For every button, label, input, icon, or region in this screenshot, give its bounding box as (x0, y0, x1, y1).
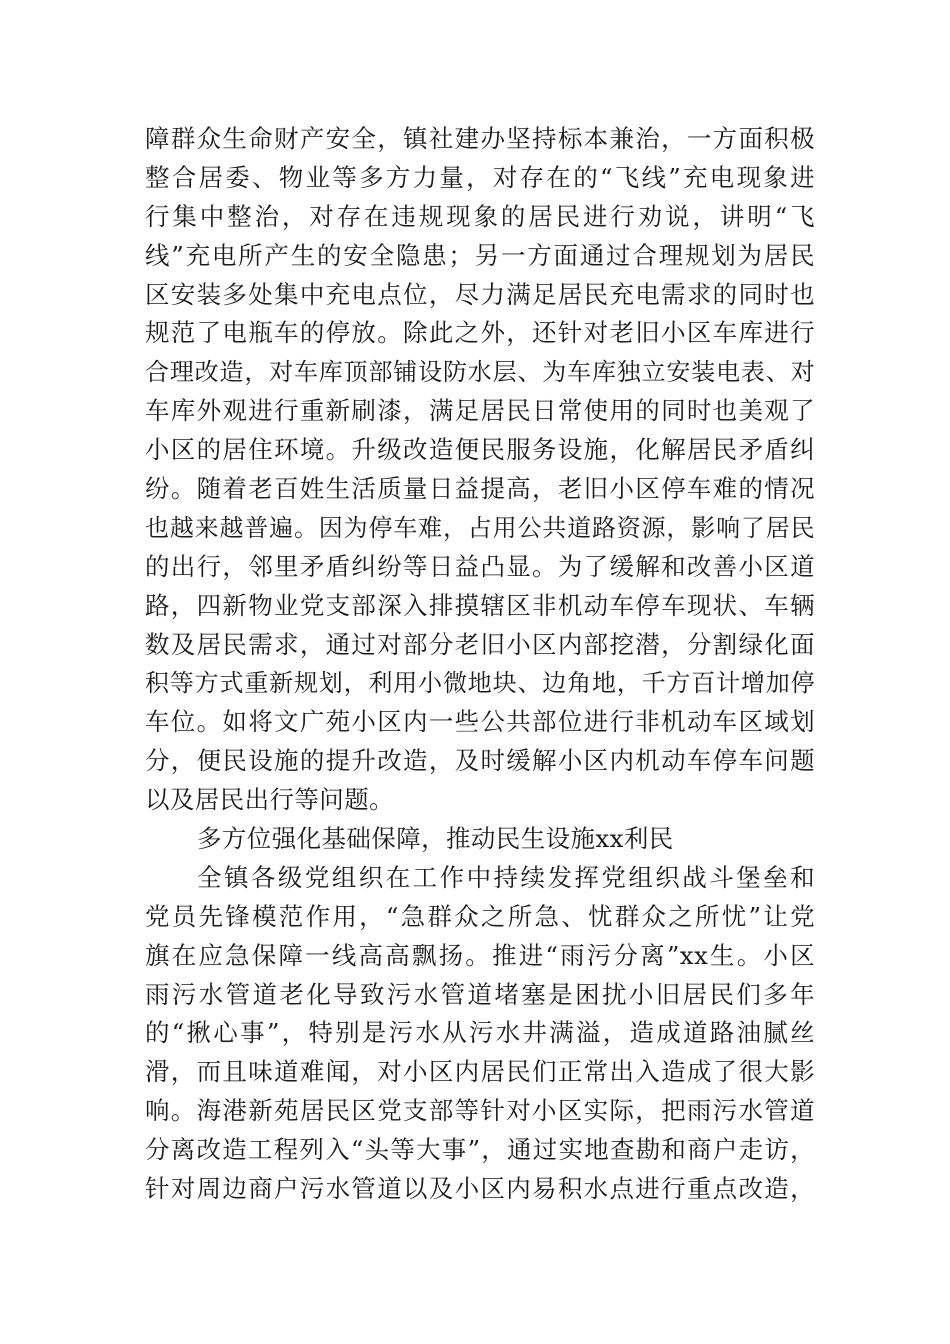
text-line: 合理改造，对车库顶部铺设防水层、为车库独立安装电表、对 (145, 358, 815, 387)
text-line: 积等方式重新规划，利用小微地块、边角地，千方百计增加停 (145, 669, 815, 698)
text-line: 滑，而且味道难闻，对小区内居民们正常出入造成了很大影 (145, 1057, 815, 1087)
text-line: 路，四新物业党支部深入排摸辖区非机动车停车现状、车辆 (145, 590, 815, 620)
text-line: 行集中整治，对存在违规现象的居民进行劝说，讲明“飞 (145, 201, 815, 231)
text-line: 数及居民需求，通过对部分老旧小区内部挖潜，分割绿化面 (145, 629, 815, 659)
document-body (145, 120, 815, 1209)
text-line: 分，便民设施的提升改造，及时缓解小区内机动车停车问题 (145, 746, 815, 776)
text-line: 纷。随着老百姓生活质量日益提高，老旧小区停车难的情况 (145, 474, 815, 504)
text-line: 针对周边商户污水管道以及小区内易积水点进行重点改造， (145, 1174, 815, 1204)
text-line: 响。海港新苑居民区党支部等针对小区实际，把雨污水管道 (145, 1096, 815, 1126)
text-line: 小区的居住环境。升级改造便民服务设施，化解居民矛盾纠 (145, 435, 815, 465)
text-line: 的“揪心事”，特别是污水从污水井满溢，造成道路油腻丝 (145, 1018, 815, 1048)
paragraph-first-line: 全镇各级党组织在工作中持续发挥党组织战斗堡垒和 (197, 862, 815, 892)
text-line: 分离改造工程列入“头等大事”，通过实地查勘和商户走访， (145, 1135, 815, 1165)
text-line: 雨污水管道老化导致污水管道堵塞是困扰小旧居民们多年 (145, 979, 815, 1009)
text-line: 线”充电所产生的安全隐患；另一方面通过合理规划为居民 (145, 240, 815, 270)
text-line: 区安装多处集中充电点位，尽力满足居民充电需求的同时也 (145, 279, 815, 309)
text-line: 旗在应急保障一线高高飘扬。推进“雨污分离”xx生。小区 (145, 940, 815, 970)
section-heading: 多方位强化基础保障，推动民生设施xx利民 (197, 824, 674, 854)
text-line: 车库外观进行重新刷漆，满足居民日常使用的同时也美观了 (145, 396, 815, 426)
paragraph-end-line: 以及居民出行等问题。 (145, 785, 394, 815)
text-line: 党员先锋模范作用，“急群众之所急、忧群众之所忧”让党 (145, 901, 815, 931)
text-line: 规范了电瓶车的停放。除此之外，还针对老旧小区车库进行 (145, 318, 815, 348)
text-line: 车位。如将文广苑小区内一些公共部位进行非机动车区域划 (145, 707, 815, 737)
text-line: 的出行，邻里矛盾纠纷等日益凸显。为了缓解和改善小区道 (145, 551, 815, 581)
text-line: 也越来越普遍。因为停车难，占用公共道路资源，影响了居民 (145, 513, 815, 542)
text-line: 障群众生命财产安全，镇社建办坚持标本兼治，一方面积极 (145, 124, 815, 153)
text-line: 整合居委、物业等多方力量，对存在的“飞线”充电现象进 (145, 162, 815, 192)
